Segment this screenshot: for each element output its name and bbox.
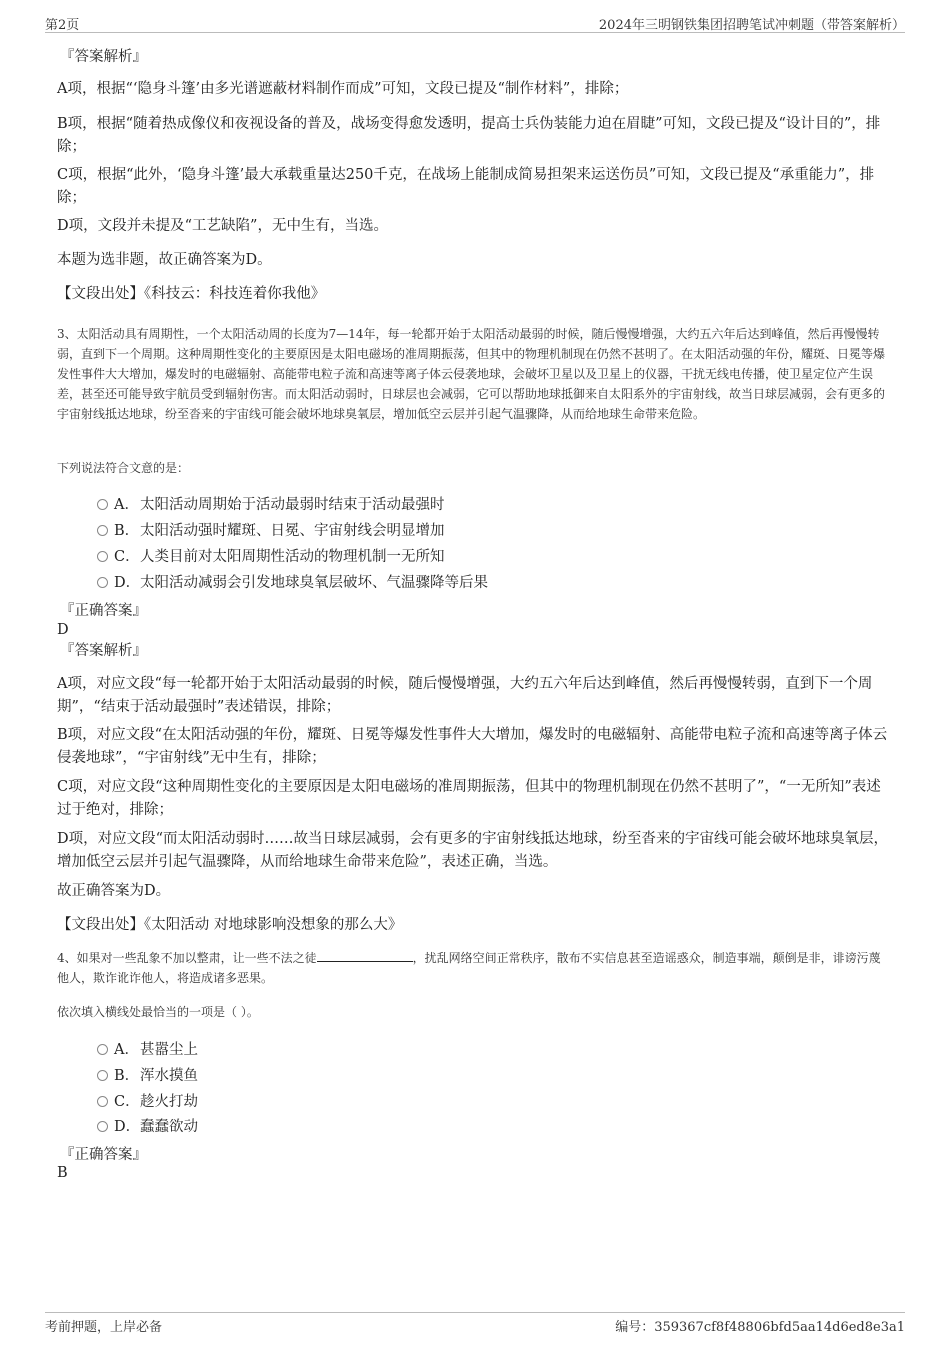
radio-icon[interactable] xyxy=(97,525,108,536)
q3-analysis-b: B项，对应文段“在太阳活动强的年份，耀斑、日冕等爆发性事件大大增加，爆发时的电磁辐射、高能带电粒子流和高速等离子体云侵袭地球”，“宇宙射线”无中生有，排除； xyxy=(57,727,888,766)
q3-passage: 3、太阳活动具有周期性，一个太阳活动周的长度为7—14年，每一轮都开始于太阳活动最弱的时候，随后慢慢增强，大约五六年后达到峰值，然后再慢慢转弱，直到下一个周期。这种周期性变化的主要原因是太阳电磁场的准周期振荡，但其中的物理机制现在仍然不甚明了。在太阳活动强的年份，耀斑、日冕等爆发性事件大大增加，爆发时的电磁辐射、高能带电粒子流和高速等离子体云侵袭地球，会破坏卫星以及卫星上的仪器，干扰无线电传播，使卫星定位产生误差，甚至还可能导致宇航员受到辐射伤害。而太阳活动弱时，日球层也会减弱，它可以帮助地球抵御来自太阳系外的宇宙射线，故当日球层减弱，会有更多的宇宙射线抵达地球，纷至沓来的宇宙线可能会破坏地球臭氧层，增加低空云层并引起气温骤降，从而给地球生命带来危险。 xyxy=(57,327,886,421)
q2-analysis-label: 『答案解析』 xyxy=(60,49,147,65)
q2-analysis-a: A项，根据“‘隐身斗篷’由多光谱遮蔽材料制作而成”可知，文段已提及“制作材料”，排除； xyxy=(57,81,629,97)
q4-option-b[interactable]: B．浑水摸鱼 xyxy=(97,1066,198,1086)
radio-icon[interactable] xyxy=(97,1121,108,1132)
radio-icon[interactable] xyxy=(97,577,108,588)
q3-analysis-c: C项，对应文段“这种周期性变化的主要原因是太阳电磁场的准周期振荡，但其中的物理机制现在仍然不甚明了”，“一无所知”表述过于绝对，排除； xyxy=(57,779,881,818)
q3-analysis-d: D项，对应文段“而太阳活动弱时……故当日球层减弱，会有更多的宇宙射线抵达地球，纷至沓来的宇宙线可能会破坏地球臭氧层，增加低空云层并引起气温骤降，从而给地球生命带来危险”，表述正确，当选。 xyxy=(57,831,889,870)
page-header xyxy=(45,14,905,33)
q2-source: 【文段出处】《科技云：科技连着你我他》 xyxy=(57,286,326,302)
q4-prompt: 依次填入横线处最恰当的一项是（ ）。 xyxy=(57,1005,259,1019)
q2-analysis-d: D项，文段并未提及“工艺缺陷”，无中生有，当选。 xyxy=(57,218,388,234)
radio-icon[interactable] xyxy=(97,551,108,562)
q3-analysis-a: A项，对应文段“每一轮都开始于太阳活动最弱的时候，随后慢慢增强，大约五六年后达到峰值，然后再慢慢转弱，直到下一个周期”，“结束于活动最强时”表述错误，排除； xyxy=(57,676,873,715)
q4-answer-label: 『正确答案』 xyxy=(60,1147,147,1163)
page-footer xyxy=(45,1312,905,1333)
fill-blank xyxy=(317,949,413,962)
q3-conclusion: 故正确答案为D。 xyxy=(57,883,171,899)
radio-icon[interactable] xyxy=(97,1096,108,1107)
q3-option-b[interactable]: B．太阳活动强时耀斑、日冕、宇宙射线会明显增加 xyxy=(97,521,445,541)
q3-option-a[interactable]: A．太阳活动周期始于活动最弱时结束于活动最强时 xyxy=(97,495,445,515)
q4-passage: 4、如果对一些乱象不加以整肃，让一些不法之徒 ，扰乱网络空间正常秩序，散布不实信息甚至造谣惑众，制造事端，颠倒是非，诽谤污蔑他人，欺诈讹诈他人，将造成诸多恶果。 xyxy=(57,951,881,985)
document-code: 编号：359367cf8f48806bfd5aa14d6ed8e3a1 xyxy=(615,1320,905,1335)
q3-source: 【文段出处】《太阳活动 对地球影响没想象的那么大》 xyxy=(57,917,403,933)
q3-analysis-label: 『答案解析』 xyxy=(60,643,147,659)
document-title: 2024年三明钢铁集团招聘笔试冲刺题（带答案解析） xyxy=(598,18,905,33)
radio-icon[interactable] xyxy=(97,1044,108,1055)
q4-option-d[interactable]: D．蠢蠢欲动 xyxy=(97,1117,198,1137)
q4-option-c[interactable]: C．趁火打劫 xyxy=(97,1092,198,1112)
page-number: 第2页 xyxy=(45,18,80,33)
q4-answer: B xyxy=(57,1165,68,1181)
q3-answer: D xyxy=(57,622,69,638)
q2-conclusion: 本题为选非题，故正确答案为D。 xyxy=(57,252,272,268)
q3-option-d[interactable]: D．太阳活动减弱会引发地球臭氧层破坏、气温骤降等后果 xyxy=(97,573,488,593)
radio-icon[interactable] xyxy=(97,1070,108,1081)
q3-answer-label: 『正确答案』 xyxy=(60,603,147,619)
q3-option-c[interactable]: C．人类目前对太阳周期性活动的物理机制一无所知 xyxy=(97,547,445,567)
radio-icon[interactable] xyxy=(97,499,108,510)
q4-option-a[interactable]: A．甚嚣尘上 xyxy=(97,1040,198,1060)
footer-slogan: 考前押题，上岸必备 xyxy=(45,1320,163,1335)
q3-prompt: 下列说法符合文意的是： xyxy=(57,461,190,475)
q2-analysis-b: B项，根据“随着热成像仪和夜视设备的普及，战场变得愈发透明，提高士兵伪装能力迫在眉睫”可知，文段已提及“设计目的”，排除； xyxy=(57,116,881,155)
q2-analysis-c: C项，根据“此外，‘隐身斗篷’最大承载重量达250千克，在战场上能制成简易担架来运送伤员”可知，文段已提及“承重能力”，排除； xyxy=(57,167,875,206)
